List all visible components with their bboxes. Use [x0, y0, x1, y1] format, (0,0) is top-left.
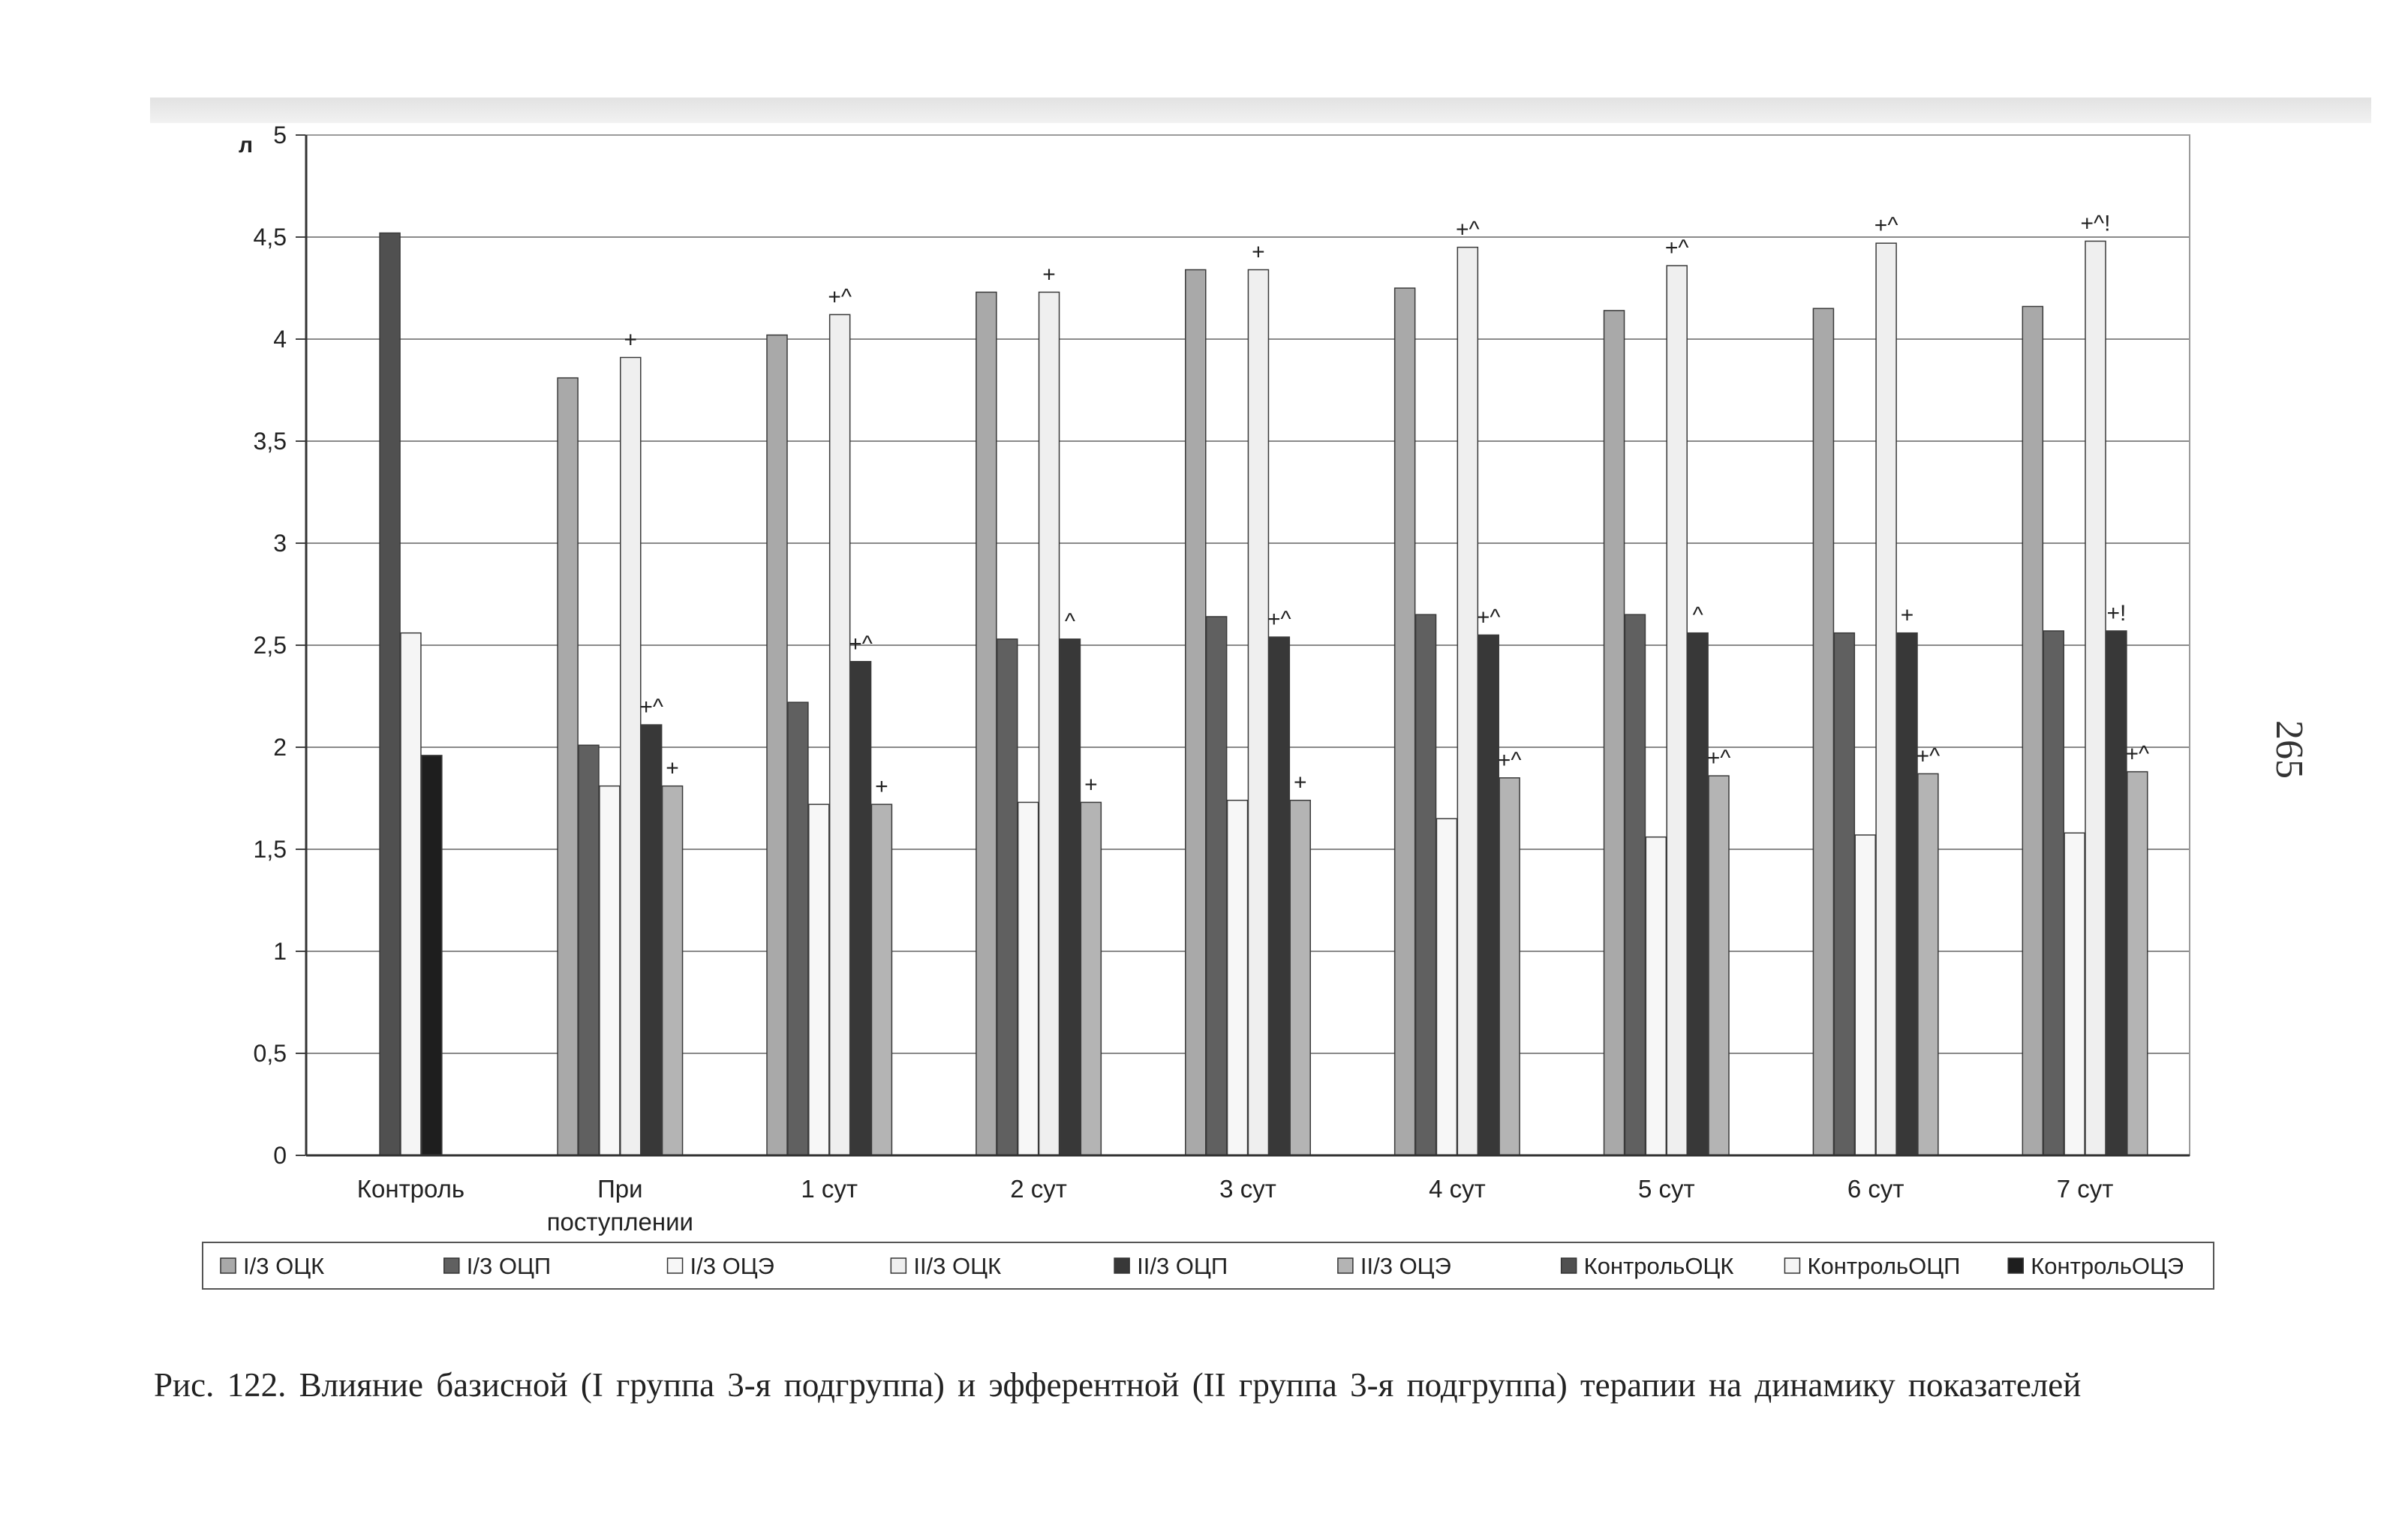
bar: [1269, 637, 1289, 1155]
y-tick-label: 3,5: [253, 428, 287, 455]
bar-annotation: +^: [2125, 741, 2150, 767]
legend-label: I/3 ОЦП: [466, 1253, 552, 1279]
y-tick-labels: [254, 122, 287, 1169]
bar-annotation: +: [1900, 602, 1914, 628]
bar: [1667, 266, 1687, 1155]
y-tick-label: 3: [273, 530, 287, 557]
bar: [1688, 633, 1708, 1155]
bar: [1604, 311, 1625, 1155]
bar-annotation: +^: [1497, 747, 1522, 773]
bar-annotation: +: [875, 774, 888, 800]
bar-annotation: +^: [1916, 743, 1941, 769]
bar: [579, 745, 599, 1155]
bar: [1436, 819, 1457, 1155]
bar-annotation: +!: [2106, 600, 2127, 626]
bar-annotation: +: [624, 327, 638, 353]
legend-swatch: [221, 1258, 236, 1273]
y-tick-label: 0,5: [253, 1040, 287, 1067]
bar-annotation: +^: [1267, 607, 1291, 632]
x-tick-label: 3 сут: [1219, 1175, 1276, 1203]
bar: [1290, 801, 1310, 1155]
bar: [1395, 288, 1415, 1155]
bar-annotation: +^: [1664, 236, 1689, 261]
legend-swatch: [668, 1258, 683, 1273]
bar: [1060, 639, 1080, 1155]
bar: [976, 292, 997, 1155]
bar: [1207, 617, 1227, 1155]
bar: [642, 725, 662, 1155]
bar: [380, 233, 400, 1155]
legend-label: I/3 ОЦК: [243, 1253, 325, 1279]
bar: [2043, 631, 2064, 1155]
legend-swatch: [444, 1258, 459, 1273]
bar: [663, 786, 683, 1155]
bar-annotation: +^: [849, 631, 873, 656]
bar-annotation: +: [666, 755, 679, 781]
bar: [1625, 614, 1645, 1155]
y-tick-label: 1: [273, 938, 287, 965]
bar-annotation: +^: [1874, 213, 1898, 239]
x-tick-labels: [357, 1175, 2114, 1236]
bar: [1248, 270, 1268, 1155]
bar-annotation: +^: [1476, 605, 1501, 630]
bar: [997, 639, 1018, 1155]
y-tick-label: 4,5: [253, 224, 287, 251]
x-tick-label: При поступлении: [546, 1175, 693, 1236]
bar: [788, 702, 808, 1155]
bar: [1834, 633, 1854, 1155]
y-tick-label: 2: [273, 734, 287, 761]
legend-swatch: [1338, 1258, 1353, 1273]
legend-label: I/3 ОЦЭ: [690, 1253, 774, 1279]
x-tick-label: 2 сут: [1010, 1175, 1067, 1203]
bar: [1416, 614, 1436, 1155]
legend: [203, 1242, 2214, 1289]
x-tick-label: 7 сут: [2056, 1175, 2114, 1203]
bar-annotation: +^: [639, 695, 663, 720]
bar: [809, 804, 829, 1155]
bar-annotation: +^: [1456, 217, 1480, 242]
bar: [2064, 833, 2085, 1155]
bar: [558, 378, 578, 1155]
bar-annotation: +^: [828, 284, 852, 310]
bar-annotation: ^: [1692, 602, 1703, 628]
bar: [600, 786, 620, 1155]
x-tick-label: 1 сут: [801, 1175, 858, 1203]
bar: [1478, 635, 1499, 1155]
bar: [1081, 802, 1101, 1155]
bar: [2085, 241, 2106, 1155]
bar-annotation: +: [1293, 770, 1307, 795]
legend-label: КонтрольОЦЭ: [2031, 1253, 2184, 1279]
y-tick-label: 0: [273, 1142, 287, 1169]
y-tick-label: 2,5: [253, 632, 287, 659]
bar: [621, 357, 641, 1155]
legend-label: КонтрольОЦК: [1583, 1253, 1734, 1279]
legend-swatch: [891, 1258, 906, 1273]
bar: [1918, 774, 1938, 1155]
bar: [1897, 633, 1917, 1155]
bar: [871, 804, 891, 1155]
bar: [1499, 778, 1520, 1155]
bar-annotation: +: [1084, 772, 1098, 798]
bar: [2127, 772, 2148, 1155]
legend-label: II/3 ОЦП: [1137, 1253, 1228, 1279]
y-tick-label: 1,5: [253, 836, 287, 863]
y-tick-label: 5: [273, 122, 287, 149]
figure-caption: Рис. 122. Влияние базисной (I группа 3-я подгруппа) и эфферентной (II группа 3-я подгруппа) терапии на динамику показателей: [154, 1366, 2082, 1404]
bar: [1876, 243, 1896, 1155]
bar: [422, 755, 442, 1155]
bar: [2106, 631, 2127, 1155]
bar: [1039, 292, 1060, 1155]
bar-annotation: +^!: [2080, 211, 2111, 236]
bar: [1228, 801, 1248, 1155]
bar: [767, 335, 787, 1155]
legend-label: II/3 ОЦК: [913, 1253, 1002, 1279]
x-tick-label: Контроль: [356, 1175, 465, 1203]
bar: [1855, 835, 1875, 1155]
bar: [1018, 802, 1039, 1155]
bar-annotation: +: [1042, 262, 1056, 287]
bar-annotation: +^: [1706, 746, 1731, 771]
legend-swatch: [1562, 1258, 1577, 1273]
bar: [1709, 776, 1729, 1155]
page-number: 265: [2268, 720, 2310, 779]
legend-swatch: [1114, 1258, 1129, 1273]
y-tick-label: 4: [273, 326, 287, 353]
x-tick-label: 4 сут: [1429, 1175, 1486, 1203]
legend-label: КонтрольОЦП: [1807, 1253, 1961, 1279]
bar: [1813, 308, 1833, 1155]
bar: [851, 662, 871, 1155]
bar: [1186, 270, 1206, 1155]
bar: [830, 314, 850, 1155]
bar: [1457, 248, 1478, 1155]
x-tick-label: 6 сут: [1847, 1175, 1904, 1203]
bar-annotation: ^: [1064, 608, 1075, 634]
y-axis-label: л: [239, 133, 254, 158]
legend-label: II/3 ОЦЭ: [1360, 1253, 1451, 1279]
x-tick-label: 5 сут: [1637, 1175, 1695, 1203]
bar: [2022, 306, 2043, 1155]
legend-swatch: [2008, 1258, 2023, 1273]
bar: [1646, 837, 1666, 1155]
legend-swatch: [1784, 1258, 1799, 1273]
bar: [401, 633, 421, 1155]
bar-annotation: +: [1252, 239, 1265, 265]
